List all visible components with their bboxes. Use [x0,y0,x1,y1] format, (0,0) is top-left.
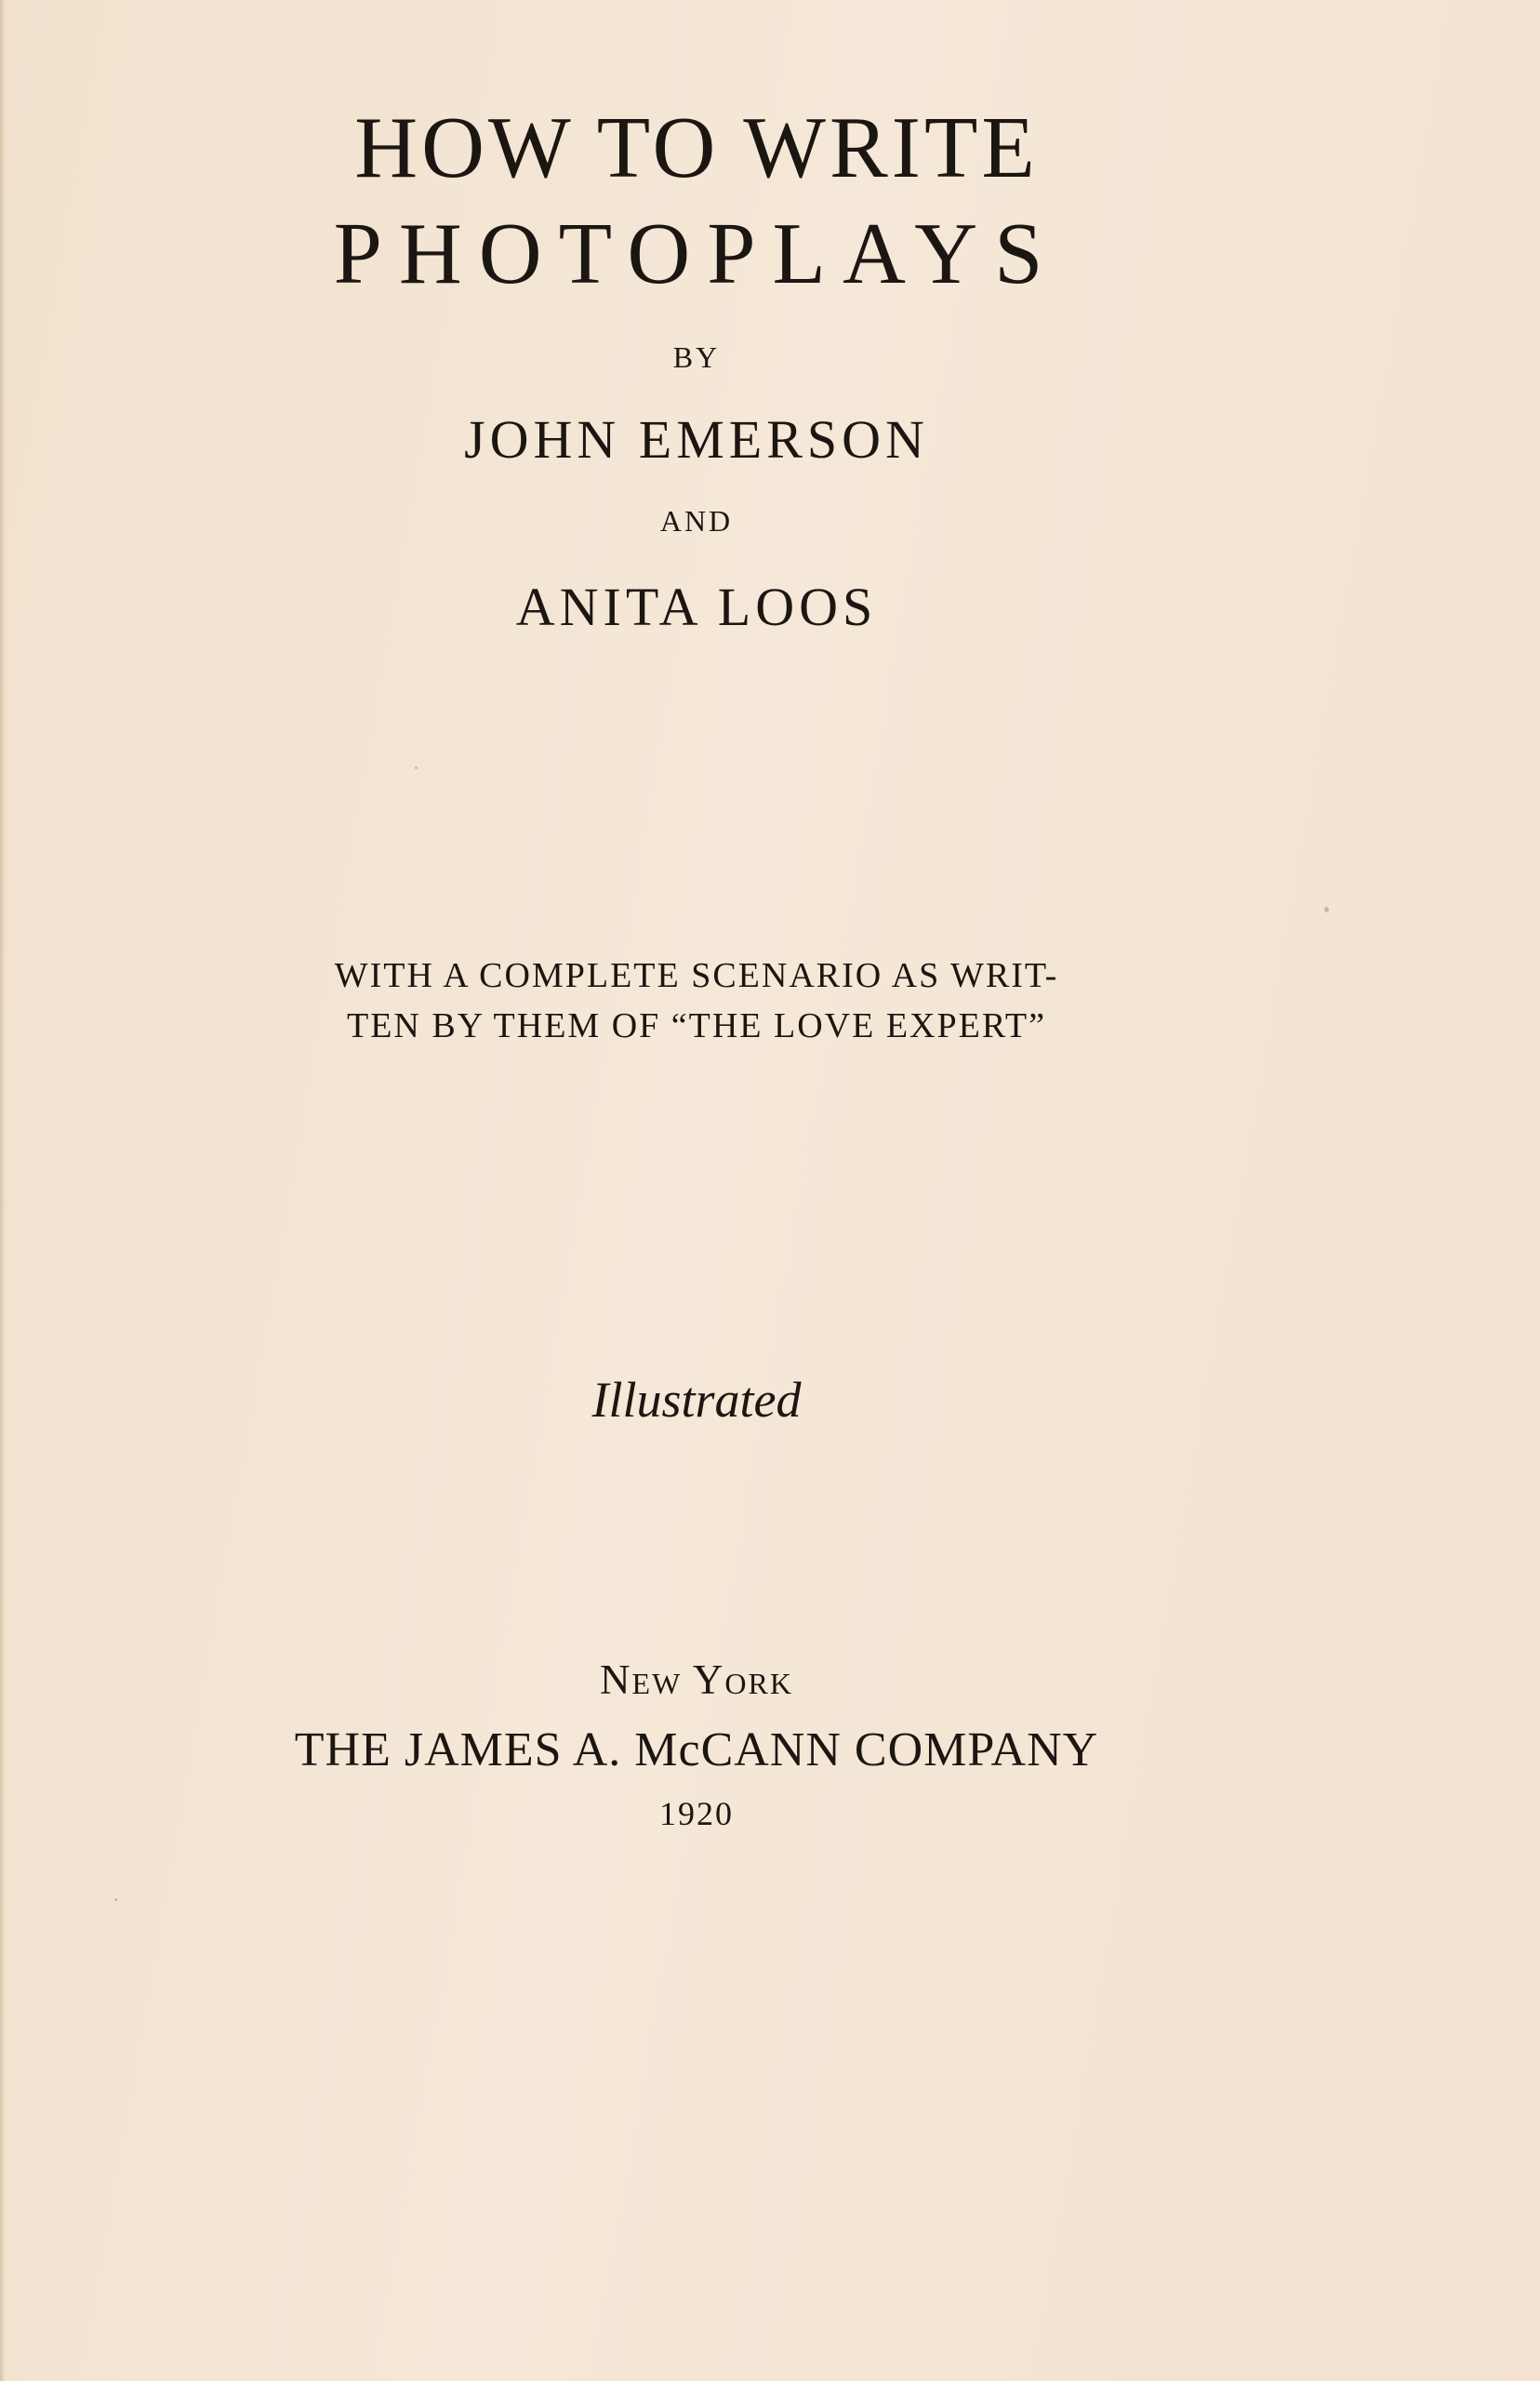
and-label: AND [659,504,734,538]
author-john-emerson: JOHN EMERSON [464,409,929,470]
publication-city: New York [600,1656,793,1703]
title-line-1: HOW TO WRITE [354,100,1039,196]
paper-speck [1324,907,1329,912]
paper-speck [114,1898,117,1901]
author-anita-loos: ANITA LOOS [515,577,878,637]
publisher-name: THE JAMES A. McCANN COMPANY [294,1723,1099,1776]
illustrated-label: Illustrated [591,1372,802,1428]
description-line-1: WITH A COMPLETE SCENARIO AS WRIT- [334,956,1059,995]
by-label: BY [672,340,721,374]
title-line-2: PHOTOPLAYS [333,206,1060,302]
publication-year: 1920 [659,1795,734,1832]
paper-speck [415,766,418,769]
description-line-2: TEN BY THEM OF “THE LOVE EXPERT” [347,1006,1046,1045]
